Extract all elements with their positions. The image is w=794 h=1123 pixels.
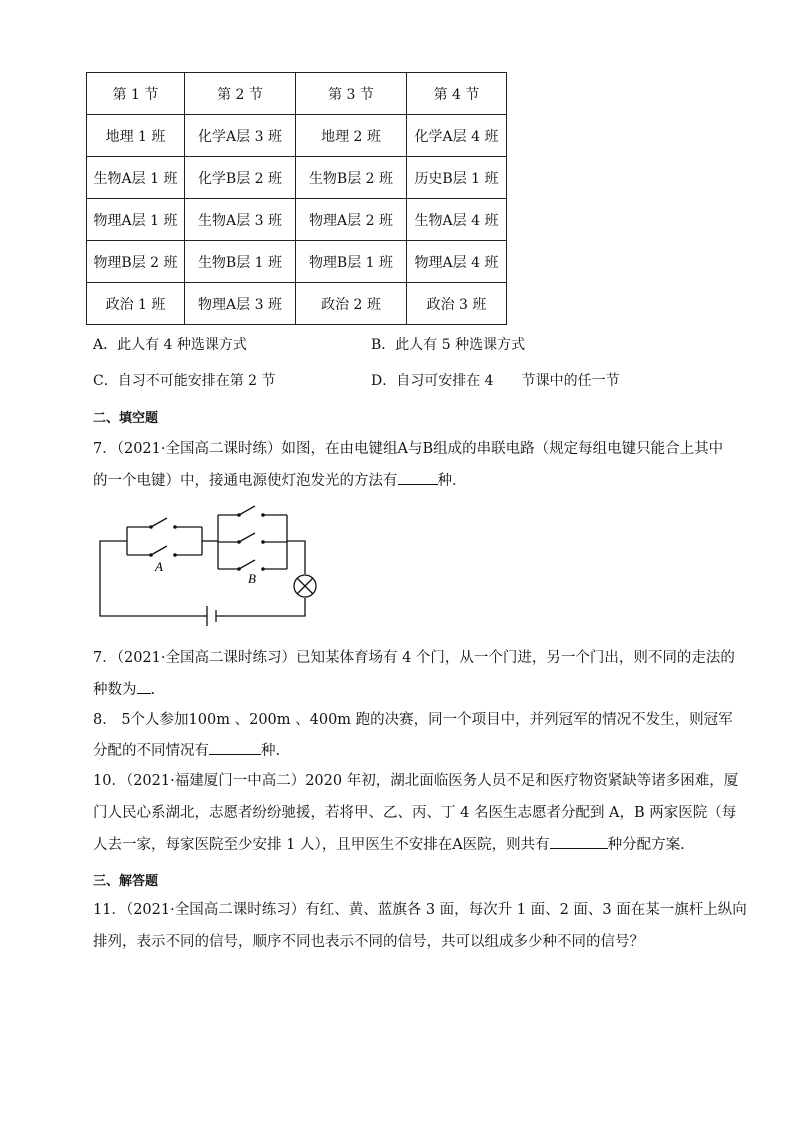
table-cell: 地理 2 班	[296, 115, 407, 157]
question-8-line2	[93, 739, 280, 760]
question-7b-line1: 7．（2021·全国高二课时练习）已知某体育场有 4 个门，从一个门进，另一个门出，则不同的走法的	[93, 650, 735, 666]
table-cell: 政治 2 班	[296, 283, 407, 325]
answer-blank	[550, 834, 608, 849]
table-header-row	[87, 73, 507, 115]
section-heading-answer: 三、解答题	[93, 874, 159, 889]
table-cell: 物理A层 4 班	[407, 241, 507, 283]
question-11-line2: 排列，表示不同的信号，顺序不同也表示不同的信号，共可以组成多少种不同的信号？	[93, 934, 644, 950]
circuit-label-b: B	[248, 571, 256, 586]
table-row	[87, 241, 507, 283]
option-d: D．自习可安排在 4 节课中的任一节	[371, 373, 620, 389]
option-a: A．此人有 4 种选课方式	[93, 337, 247, 353]
question-11-line1: 11．（2021·全国高二课时练习）有红、黄、蓝旗各 3 面，每次升 1 面、2 面、3 面在某一旗杆上纵向	[93, 902, 747, 918]
table-row	[87, 199, 507, 241]
question-8-suffix: 种.	[261, 743, 281, 759]
table-cell: 化学A层 4 班	[407, 115, 507, 157]
table-cell: 物理B层 2 班	[87, 241, 185, 283]
answer-blank	[209, 740, 261, 755]
table-cell: 政治 1 班	[87, 283, 185, 325]
table-cell: 生物B层 2 班	[296, 157, 407, 199]
option-b: B．此人有 5 种选课方式	[371, 337, 526, 353]
table-cell: 物理B层 1 班	[296, 241, 407, 283]
question-7a-line2	[93, 469, 467, 490]
table-cell: 历史B层 1 班	[407, 157, 507, 199]
schedule-table	[86, 72, 507, 325]
table-cell: 生物A层 4 班	[407, 199, 507, 241]
question-10-suffix: 种分配方案.	[607, 837, 685, 853]
table-cell: 生物A层 1 班	[87, 157, 185, 199]
question-10-line2: 门人民心系湖北，志愿者纷纷驰援，若将甲、乙、丙、丁 4 名医生志愿者分配到 A，B 两家医院（每	[93, 805, 737, 821]
table-cell: 地理 1 班	[87, 115, 185, 157]
circuit-label-a: A	[155, 559, 163, 574]
question-10-text: 人去一家，每家医院至少安排 1 人），且甲医生不安排在A医院，则共有	[93, 837, 550, 853]
question-7b-suffix: .	[150, 682, 156, 698]
question-8-line1: 8． 5个人参加100m 、200m 、400m 跑的决赛，同一个项目中，并列冠军的情况不发生，则冠军	[93, 712, 733, 728]
question-7a-text: 的一个电键）中，接通电源使灯泡发光的方法有	[93, 473, 398, 489]
table-cell: 生物B层 1 班	[185, 241, 296, 283]
question-10-line1: 10．（2021·福建厦门一中高二）2020 年初，湖北面临医务人员不足和医疗物资紧缺等诸多困难，厦	[93, 773, 739, 789]
question-8-text: 分配的不同情况有	[93, 743, 209, 759]
question-7a-suffix: 种．	[437, 473, 467, 489]
table-cell: 政治 3 班	[407, 283, 507, 325]
header-cell: 第 2 节	[185, 73, 296, 115]
table-row	[87, 157, 507, 199]
question-7b-line2	[93, 678, 155, 699]
table-cell: 物理A层 1 班	[87, 199, 185, 241]
table-row	[87, 115, 507, 157]
question-7b-text: 种数为	[93, 682, 137, 698]
table-cell: 化学B层 2 班	[185, 157, 296, 199]
header-cell: 第 4 节	[407, 73, 507, 115]
circuit-diagram	[95, 505, 317, 630]
table-cell: 生物A层 3 班	[185, 199, 296, 241]
table-cell: 物理A层 2 班	[296, 199, 407, 241]
question-10-line3	[93, 833, 685, 854]
table-cell: 物理A层 3 班	[185, 283, 296, 325]
header-cell: 第 3 节	[296, 73, 407, 115]
answer-blank	[398, 470, 438, 485]
option-c: C．自习不可能安排在第 2 节	[93, 373, 276, 389]
section-heading-fill-in: 二、填空题	[93, 411, 159, 426]
table-row	[87, 283, 507, 325]
header-cell: 第 1 节	[87, 73, 185, 115]
question-7a-line1: 7．（2021·全国高二课时练）如图，在由电键组A与B组成的串联电路（规定每组电键只能合上其中	[93, 441, 724, 457]
table-cell: 化学A层 3 班	[185, 115, 296, 157]
answer-blank	[137, 679, 151, 694]
